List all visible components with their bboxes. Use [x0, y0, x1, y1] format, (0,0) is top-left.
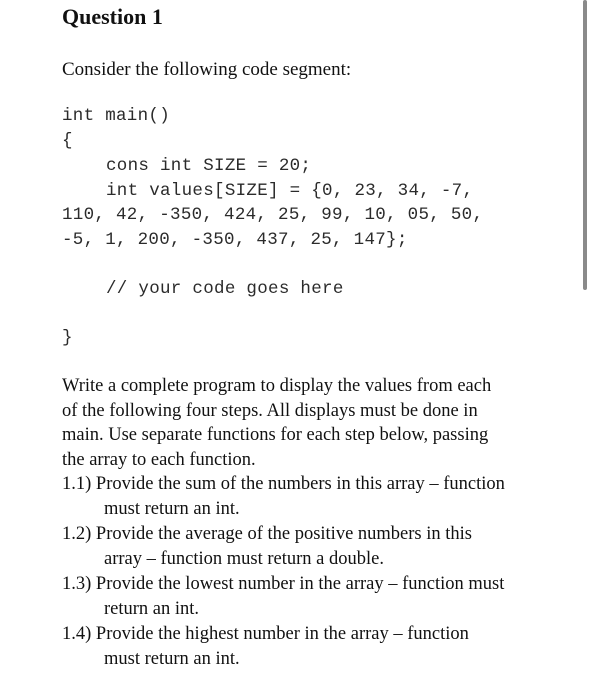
step-1-1	[62, 472, 582, 521]
question-heading: Question 1	[62, 4, 163, 29]
code-line-4: int values[SIZE] = {0, 23, 34, -7,	[106, 181, 474, 201]
code-line-2: {	[62, 131, 73, 151]
code-line-8: }	[62, 328, 73, 348]
code-line-3: cons int SIZE = 20;	[106, 156, 312, 176]
step-text: 1.2) Provide the average of the positive numbers in this	[62, 524, 472, 544]
code-comment: // your code goes here	[106, 279, 344, 299]
instructions-line: main. Use separate functions for each step below, passing	[62, 425, 489, 445]
step-1-2	[62, 522, 582, 571]
intro-text: Consider the following code segment:	[62, 59, 352, 80]
code-line-5: 110, 42, -350, 424, 25, 99, 10, 05, 50,	[62, 205, 484, 225]
scrollbar[interactable]	[583, 0, 587, 290]
step-text-continued: must return an int.	[104, 498, 240, 519]
code-line-6: -5, 1, 200, -350, 437, 25, 147};	[62, 230, 408, 250]
step-text: 1.1) Provide the sum of the numbers in this array – function	[62, 474, 505, 494]
step-1-4	[62, 622, 582, 671]
instructions-line: Write a complete program to display the values from each	[62, 376, 492, 396]
code-line-1: int main()	[62, 106, 171, 126]
step-text-continued: array – function must return a double.	[104, 548, 384, 569]
step-text: 1.3) Provide the lowest number in the array – function must	[62, 574, 505, 594]
instructions-paragraph	[62, 374, 582, 472]
instructions-line: the array to each function.	[62, 449, 256, 470]
step-text-continued: return an int.	[104, 598, 200, 619]
instructions-line: of the following four steps. All displays must be done in	[62, 400, 478, 421]
step-1-3	[62, 572, 582, 621]
step-text-continued: must return an int.	[104, 648, 240, 669]
step-text: 1.4) Provide the highest number in the array – function	[62, 624, 469, 644]
